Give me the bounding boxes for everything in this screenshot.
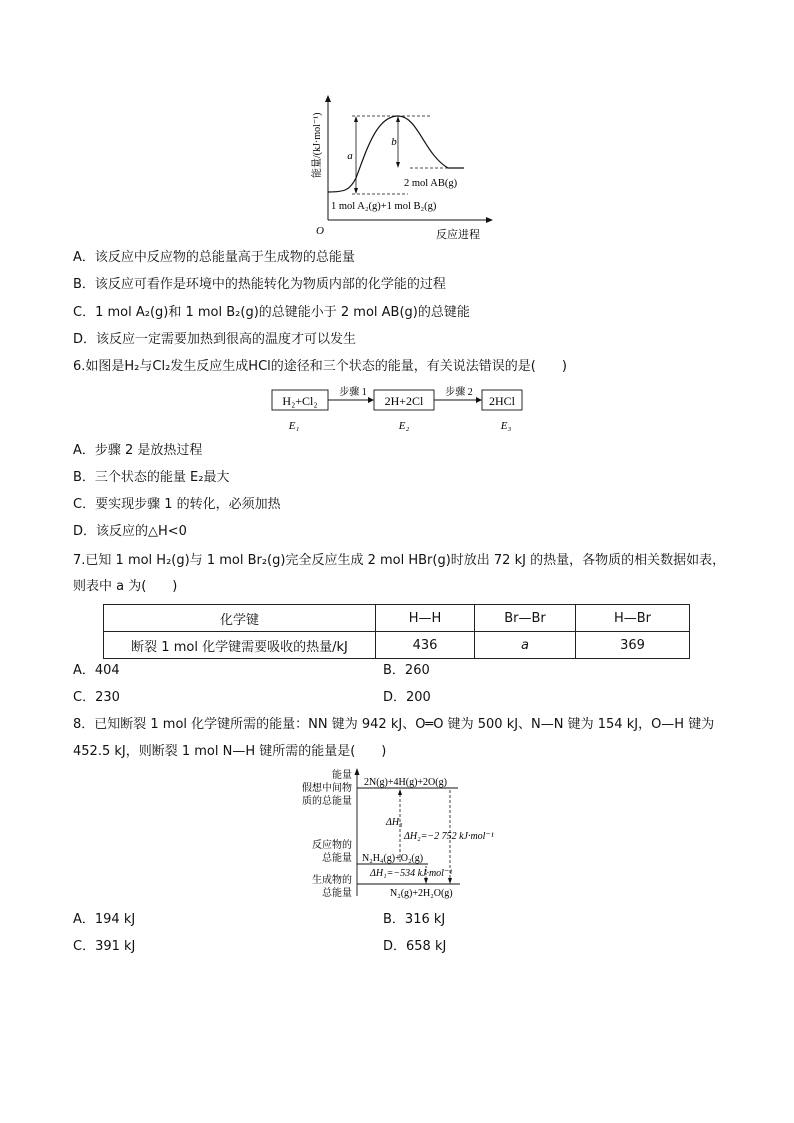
q5-option-b: B．该反应可看作是环境中的热能转化为物质内部的化学能的过程 (73, 277, 446, 292)
product-label: 2 mol AB(g) (404, 178, 458, 189)
q7-option-d: D．200 (383, 690, 431, 705)
q6-option-c: C．要实现步骤 1 的转化，必须加热 (73, 497, 281, 512)
y-axis-label: 能量/(kJ·mol⁻¹) (312, 112, 323, 178)
table-cell: 断裂 1 mol 化学键需要吸收的热量/kJ (104, 632, 376, 659)
state-box-1-label: H₂+Cl₂ (282, 394, 318, 408)
energy-e3: E₃ (500, 420, 512, 432)
step-2-label: 步骤 2 (445, 387, 473, 398)
q7-stem-line-2: 则表中 a 为( ) (73, 579, 178, 594)
table-header-cell: Br—Br (475, 605, 576, 632)
q8-stem-line-2: 452.5 kJ，则断裂 1 mol N—H 键所需的能量是( ) (73, 744, 387, 759)
bottom-species-label: N₂(g)+2H₂O(g) (390, 888, 453, 899)
energy-profile-figure (300, 92, 500, 242)
table-cell: 369 (576, 632, 690, 659)
table-header-cell: H—H (376, 605, 475, 632)
q8-option-d: D．658 kJ (383, 939, 447, 954)
reactant-label: 1 mol A₂(g)+1 mol B₂(g) (331, 201, 437, 212)
label-a: a (347, 150, 353, 162)
reactant-energy-label-2: 总能量 (322, 853, 352, 864)
mid-species-label: N₂H₄(g)+O₂(g) (362, 853, 424, 864)
dh3-arrowhead (398, 789, 402, 795)
x-axis-arrow (486, 217, 493, 223)
q6-stem: 6.如图是H₂与Cl₂发生反应生成HCl的途径和三个状态的能量，有关说法错误的是( ) (73, 359, 567, 374)
label-b: b (391, 136, 397, 148)
reaction-pathway-diagram (266, 384, 536, 436)
q5-option-a: A．该反应中反应物的总能量高于生成物的总能量 (73, 250, 355, 265)
arrow-a-top-head (354, 116, 358, 122)
q8-stem-line-1: 8．已知断裂 1 mol 化学键所需的能量：NN 键为 942 kJ、O═O 键为 500 kJ、N—N 键为 154 kJ，O—H 键为 (73, 717, 715, 732)
step-1-label: 步骤 1 (339, 387, 367, 398)
hypothetical-label-2: 质的总能量 (302, 796, 352, 807)
hypothetical-label-1: 假想中间物 (302, 783, 352, 794)
q6-option-b: B．三个状态的能量 E₂最大 (73, 470, 230, 485)
q5-option-d: D．该反应一定需要加热到很高的温度才可以发生 (73, 332, 357, 347)
dh2-label: ΔH₂=−2 752 kJ·mol⁻¹ (404, 831, 494, 842)
energy-level-diagram (300, 766, 530, 900)
table-header-row (104, 605, 690, 632)
table-cell: 436 (376, 632, 475, 659)
q7-option-b: B．260 (383, 663, 430, 678)
reactant-energy-label-1: 反应物的 (312, 840, 352, 851)
q8-option-a: A．194 kJ (73, 912, 136, 927)
arrow-a-bottom-head (354, 188, 358, 194)
q8-option-c: C．391 kJ (73, 939, 136, 954)
arrow-b-top-head (396, 116, 400, 122)
energy-axis-label: 能量 (332, 770, 352, 781)
origin-label: O (316, 225, 324, 237)
q8-option-b: B．316 kJ (383, 912, 446, 927)
q7-stem-line-1: 7.已知 1 mol H₂(g)与 1 mol Br₂(g)完全反应生成 2 mol HBr(g)时放出 72 kJ 的热量，各物质的相关数据如表， (73, 553, 726, 568)
top-species-label: 2N(g)+4H(g)+2O(g) (364, 777, 447, 788)
product-energy-label-1: 生成物的 (312, 875, 352, 886)
state-box-3-label: 2HCl (488, 394, 516, 408)
energy-e2: E₂ (398, 420, 410, 432)
table-header-cell: 化学键 (104, 605, 376, 632)
table-cell: a (475, 632, 576, 659)
q7-option-a: A．404 (73, 663, 120, 678)
step-2-arrowhead (476, 397, 482, 403)
x-axis-label: 反应进程 (436, 229, 480, 241)
q6-option-d: D．该反应的△H<0 (73, 524, 187, 539)
bond-energy-table (103, 604, 690, 659)
table-row (104, 632, 690, 659)
step-1-arrowhead (368, 397, 374, 403)
q7-option-c: C．230 (73, 690, 120, 705)
y-axis-arrow (325, 95, 331, 102)
q5-option-c: C．1 mol A₂(g)和 1 mol B₂(g)的总键能小于 2 mol AB(g)的总键能 (73, 305, 470, 320)
energy-axis-arrow (355, 768, 360, 775)
table-header-cell: H—Br (576, 605, 690, 632)
energy-e1: E₁ (288, 420, 300, 432)
dh1-label: ΔH₁=−534 kJ·mol⁻¹ (370, 868, 453, 879)
q6-option-a: A．步骤 2 是放热过程 (73, 443, 203, 458)
dh3-label: ΔH₃ (386, 817, 403, 828)
arrow-b-bottom-head (396, 162, 400, 168)
product-energy-label-2: 总能量 (322, 888, 352, 899)
state-box-2-label: 2H+2Cl (384, 394, 424, 408)
